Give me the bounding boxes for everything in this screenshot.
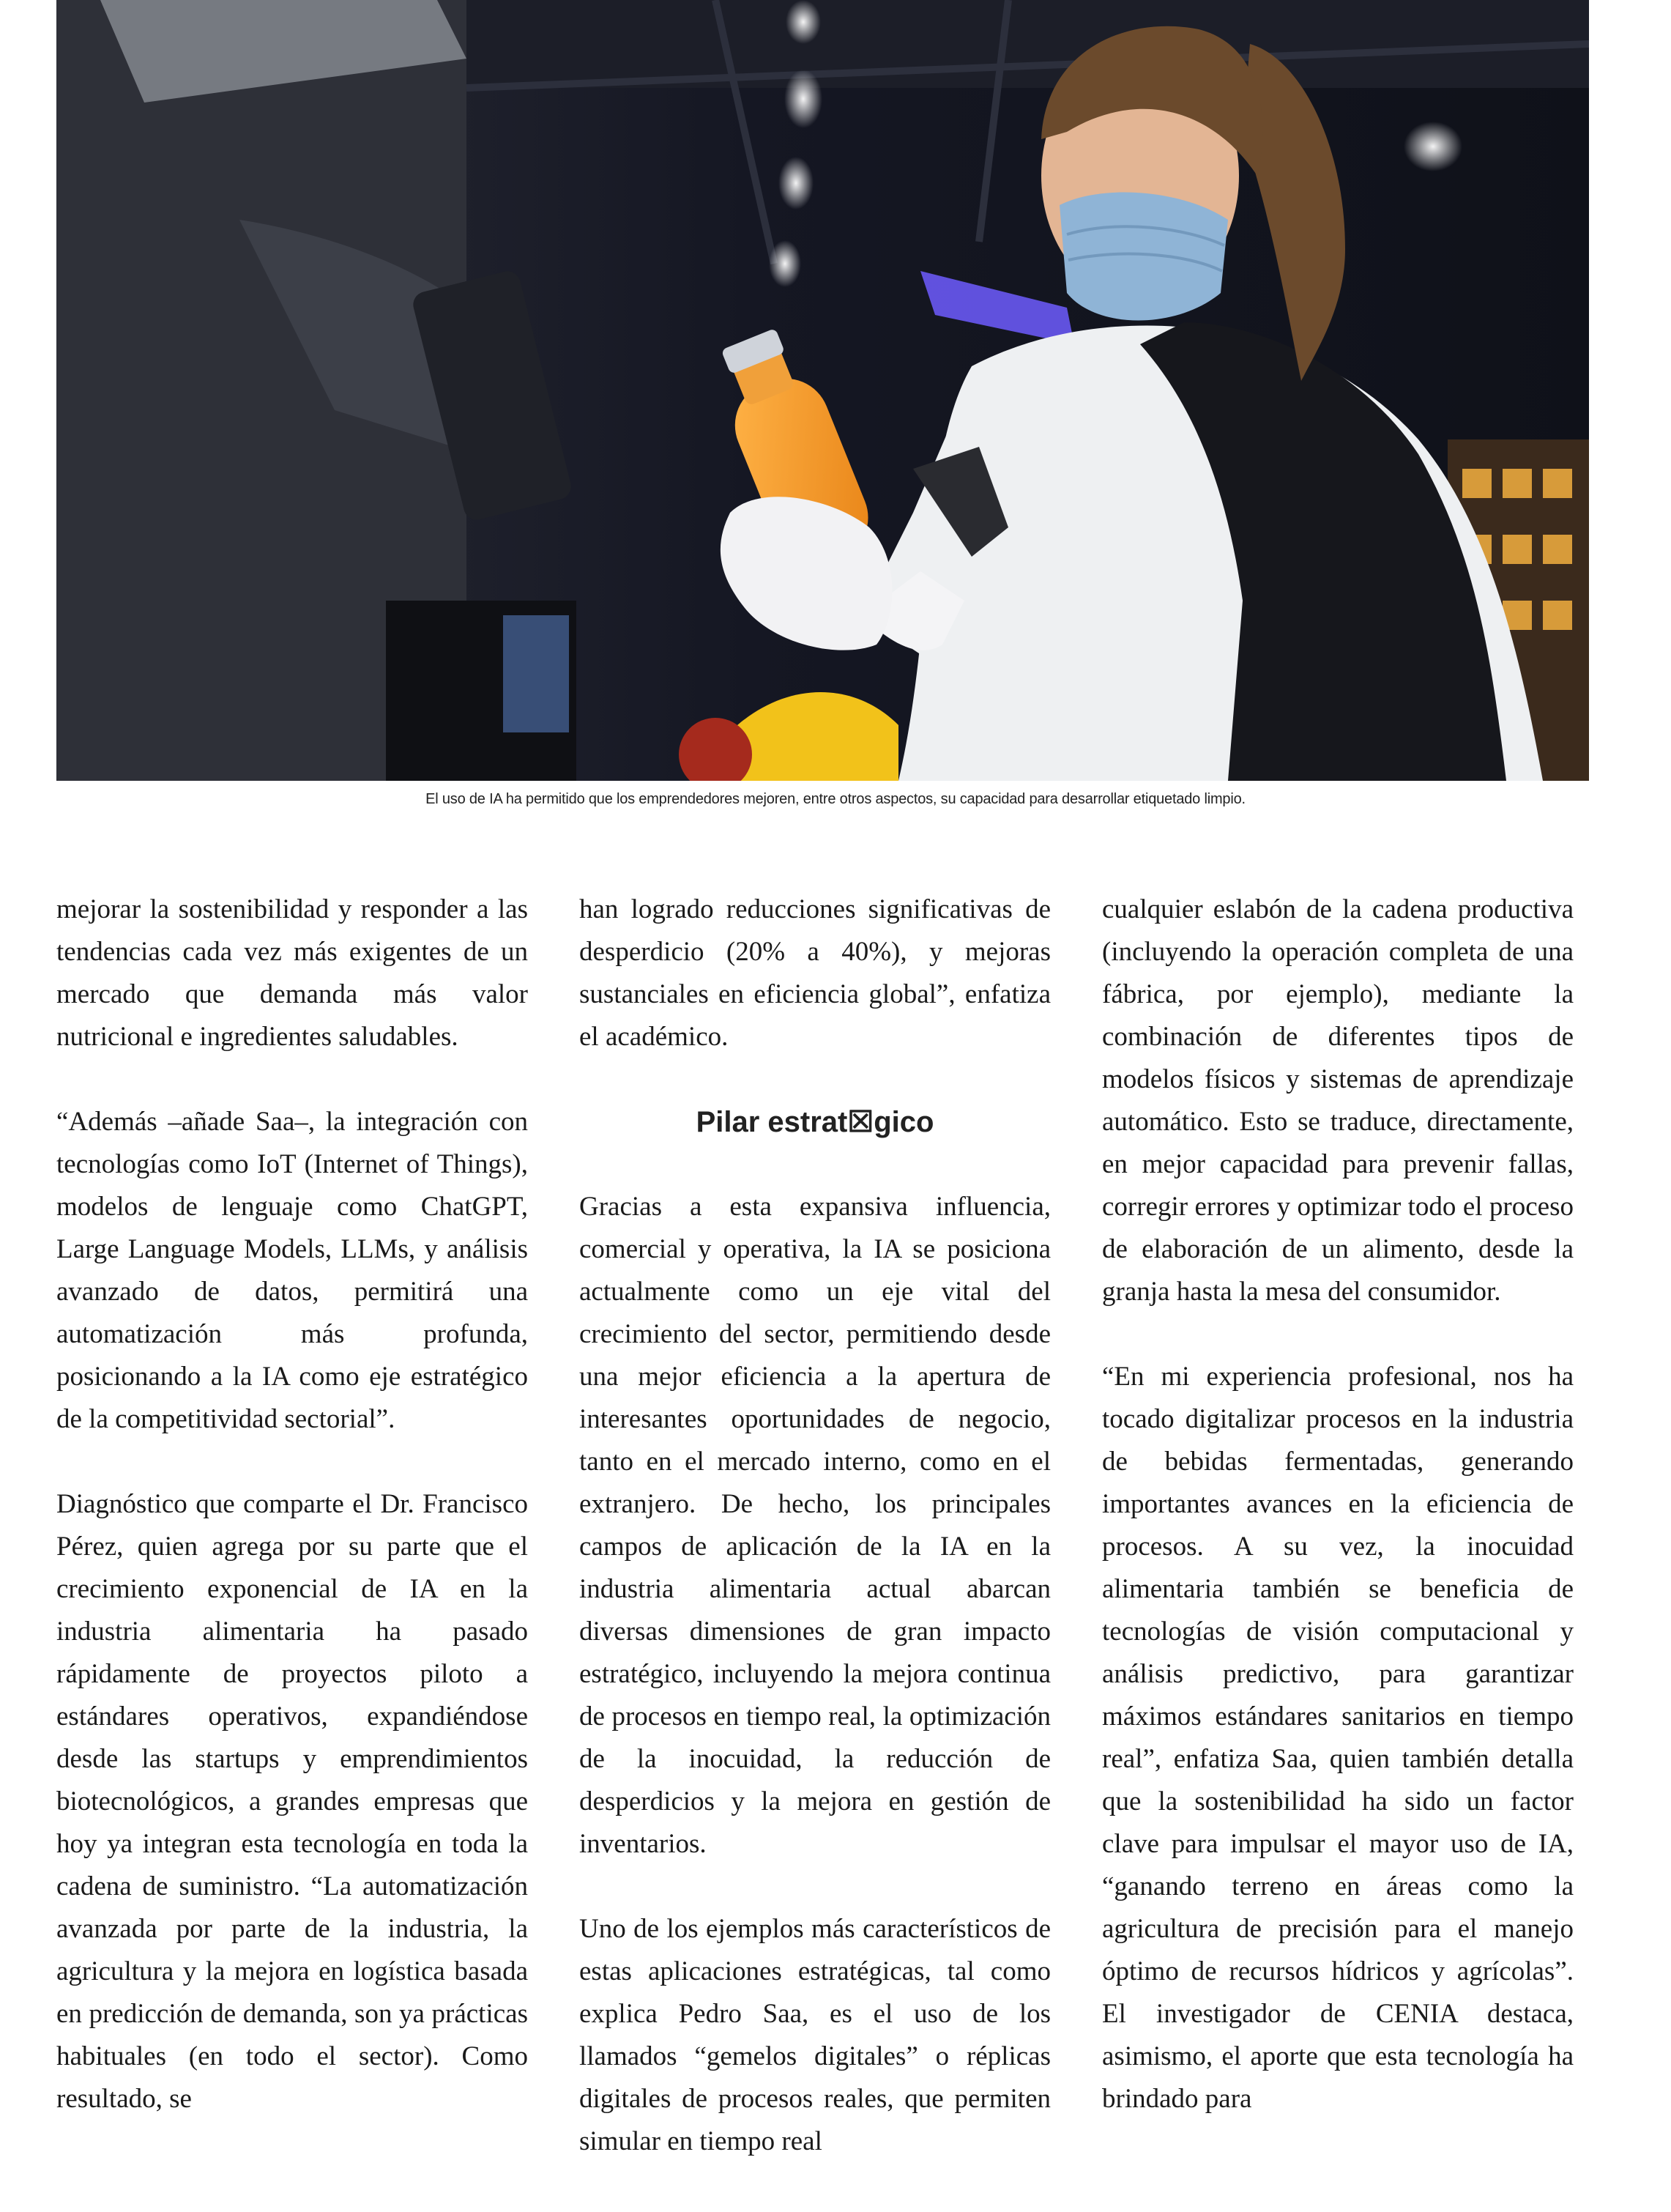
paragraph: mejorar la sostenibilidad y responder a las tendencias cada vez más exigentes de un mercado que demanda más valor nutricional e ingredientes saludables.	[56, 894, 528, 1052]
paragraph: Gracias a esta expansiva influencia, comercial y operativa, la IA se posiciona actualmente como un eje vital del crecimiento del sector, permitiendo desde una mejor eficiencia a la apertura de interesantes oportunidades de negocio, tanto en el mercado interno, como en el extranjero. De hecho, los principales campos de aplicación de la IA en la industria alimentaria actual abarcan diversas dimensiones de gran impacto estratégico, incluyendo la mejora continua de procesos en tiempo real, la optimización de la inocuidad, la reducción de desperdicios y la mejora en gestión de inventarios.	[579, 1192, 1051, 1859]
article-column-3	[1102, 888, 1574, 2163]
paragraph: “Además –añade Saa–, la integración con tecnologías como IoT (Internet of Things), modelos de lenguaje como ChatGPT, Large Language Models, LLMs, y análisis avanzado de datos, permitirá una automatización más profunda, posicionando a la IA como eje estratégico de la competitividad sectorial”.	[56, 1107, 528, 1434]
paragraph: Uno de los ejemplos más característicos de estas aplicaciones estratégicas, tal como explica Pedro Saa, es el uso de los llamados “gemelos digitales” o réplicas digitales de procesos reales, que permiten simular en tiempo real	[579, 1914, 1051, 2156]
section-heading: Pilar estrat☒gico	[696, 1106, 934, 1138]
paragraph: han logrado reducciones significativas de desperdicio (20% a 40%), y mejoras sustanciales en eficiencia global”, enfatiza el académico.	[579, 894, 1051, 1052]
cashier-scene-illustration	[56, 0, 1589, 781]
paragraph: “En mi experiencia profesional, nos ha tocado digitalizar procesos en la industria de bebidas fermentadas, generando importantes avances en la eficiencia de procesos. A su vez, la inocuidad alimentaria también se beneficia de tecnologías de visión computacional y análisis predictivo, para garantizar máximos estándares sanitarios en tiempo real”, enfatiza Saa, quien también detalla que la sostenibilidad ha sido un factor clave para impulsar el mayor uso de IA, “ganando terreno en áreas como la agricultura de precisión para el manejo óptimo de recursos hídricos y agrícolas”. El investigador de CENIA destaca, asimismo, el aporte que esta tecnología ha brindado para	[1102, 1362, 1574, 2114]
article-column-1	[56, 888, 528, 2163]
paragraph: cualquier eslabón de la cadena productiva (incluyendo la operación completa de una fábrica, por ejemplo), mediante la combinación de diferentes tipos de modelos físicos y sistemas de aprendizaje automático. Esto se traduce, directamente, en mejor capacidad para prevenir fallas, corregir errores y optimizar todo el proceso de elaboración de un alimento, desde la granja hasta la mesa del consumidor.	[1102, 894, 1574, 1307]
article-column-2	[579, 888, 1051, 2205]
paragraph: Diagnóstico que comparte el Dr. Francisco Pérez, quien agrega por su parte que el crecimiento exponencial de IA en la industria alimentaria ha pasado rápidamente de proyectos piloto a estándares operativos, expandiéndose desde las startups y emprendimientos biotecnológicos, a grandes empresas que hoy ya integran esta tecnología en toda la cadena de suministro. “La automatización avanzada por parte de la industria, la agricultura y la mejora en logística basada en predicción de demanda, son ya prácticas habituales (en todo el sector). Como resultado, se	[56, 1489, 528, 2114]
photo-caption: El uso de IA ha permitido que los emprendedores mejoren, entre otros aspectos, su capacidad para desarrollar etiquetado limpio.	[425, 791, 1246, 807]
article-photo	[56, 0, 1589, 781]
